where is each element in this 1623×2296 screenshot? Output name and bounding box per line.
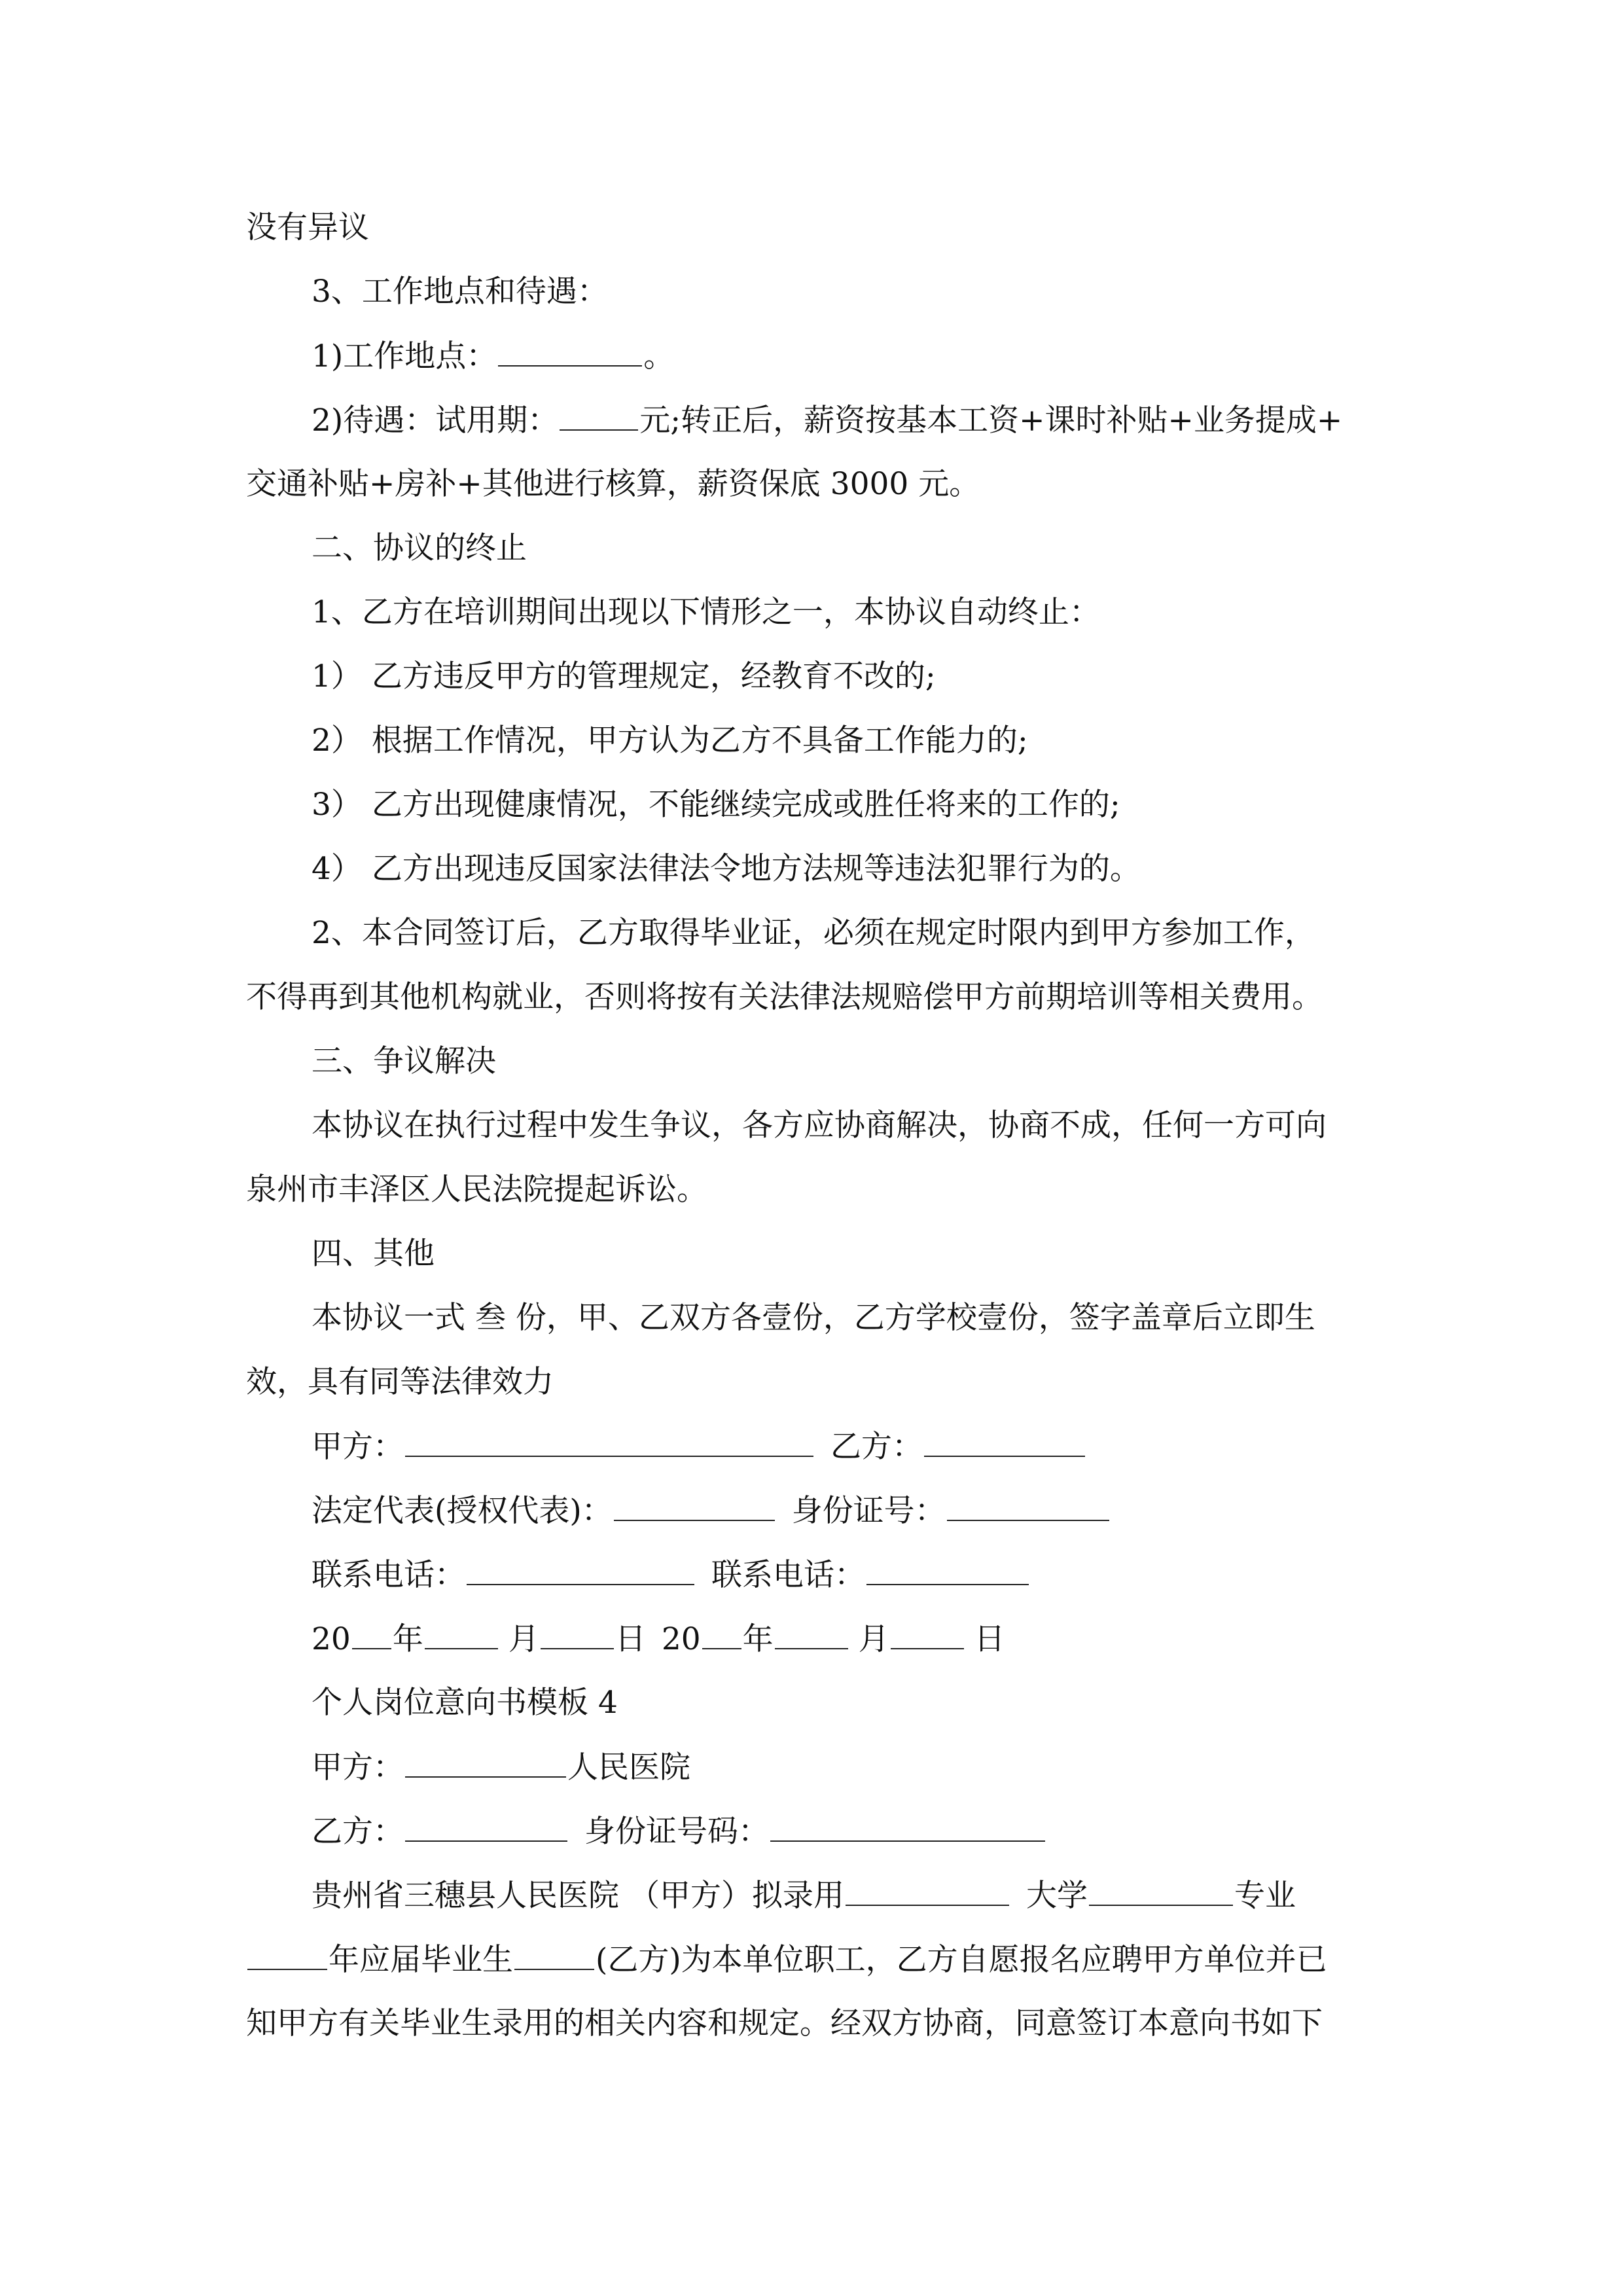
year-label: 年 xyxy=(392,1621,423,1657)
fill-in-blank[interactable] xyxy=(560,401,638,431)
party-b-label: 乙方： xyxy=(312,1814,404,1850)
text-line: 没有异议 xyxy=(246,209,369,245)
text-line: 2、本合同签订后，乙方取得毕业证，必须在规定时限内到甲方参加工作， xyxy=(312,915,1315,951)
graduate-line xyxy=(246,1940,1327,1979)
text: 贵州省三穗县人民医院 （甲方）拟录用 xyxy=(312,1878,844,1914)
section-heading: 二、协议的终止 xyxy=(312,530,527,566)
month-label: 月 xyxy=(508,1621,539,1657)
text-line: 效，具有同等法律效力 xyxy=(246,1364,554,1400)
name-blank[interactable] xyxy=(846,1876,1009,1906)
party-a-blank[interactable] xyxy=(405,1748,566,1778)
text: (乙方)为本单位职工，乙方自愿报名应聘甲方单位并已 xyxy=(596,1942,1327,1978)
label: 。 xyxy=(643,338,675,374)
text-line: 知甲方有关毕业生录用的相关内容和规定。经双方协商，同意签订本意向书如下 xyxy=(246,2005,1323,2041)
text-line: 不得再到其他机构就业，否则将按有关法律法规赔偿甲方前期培训等相关费用。 xyxy=(246,979,1323,1015)
phone-label: 联系电话： xyxy=(312,1557,465,1593)
text-line: 泉州市丰泽区人民法院提起诉讼。 xyxy=(246,1172,707,1208)
year-label: 年 xyxy=(742,1621,774,1657)
month-label: 月 xyxy=(858,1621,889,1657)
id-number-blank[interactable] xyxy=(770,1812,1045,1842)
legal-rep-blank[interactable] xyxy=(614,1491,775,1521)
party-a-label: 甲方： xyxy=(312,1749,404,1785)
work-location-line xyxy=(312,336,674,376)
university-blank[interactable] xyxy=(1089,1876,1233,1906)
major-label: 专业 xyxy=(1234,1878,1296,1914)
fill-in-blank[interactable] xyxy=(498,336,642,367)
name-blank[interactable] xyxy=(514,1940,594,1970)
hire-intent-line xyxy=(312,1876,1296,1915)
text: 年应届毕业生 xyxy=(329,1942,513,1978)
year-blank[interactable] xyxy=(702,1619,741,1649)
party-b-blank[interactable] xyxy=(405,1812,567,1842)
signature-party-line xyxy=(312,1427,1086,1466)
text-line: 交通补贴+房补+其他进行核算，薪资保底 3000 元。 xyxy=(246,466,980,502)
phone-blank[interactable] xyxy=(467,1555,694,1585)
list-item: 3） 乙方出现健康情况，不能继续完成或胜任将来的工作的; xyxy=(312,787,1120,823)
party-b-blank[interactable] xyxy=(924,1427,1085,1457)
list-item: 4） 乙方出现违反国家法律法令地方法规等违法犯罪行为的。 xyxy=(312,851,1141,887)
legal-rep-label: 法定代表(授权代表)： xyxy=(312,1493,613,1529)
party-a-line xyxy=(312,1748,690,1787)
year-blank[interactable] xyxy=(352,1619,391,1649)
month-blank[interactable] xyxy=(425,1619,498,1649)
party-a-label: 甲方： xyxy=(312,1429,404,1465)
year-prefix: 20 xyxy=(661,1621,701,1657)
section-heading: 3、工作地点和待遇： xyxy=(312,274,608,310)
salary-line xyxy=(312,401,1342,440)
party-b-label: 乙方： xyxy=(830,1429,923,1465)
label: 2)待遇：试用期： xyxy=(312,403,559,439)
day-blank[interactable] xyxy=(541,1619,614,1649)
id-number-label: 身份证号码： xyxy=(584,1814,769,1850)
list-item: 2） 根据工作情况，甲方认为乙方不具备工作能力的; xyxy=(312,723,1028,759)
phone-line xyxy=(312,1555,1030,1594)
year-blank[interactable] xyxy=(247,1940,327,1970)
phone-blank[interactable] xyxy=(866,1555,1029,1585)
label: 元;转正后，薪资按基本工资+课时补贴+业务提成+ xyxy=(639,403,1343,439)
text-line: 本协议在执行过程中发生争议，各方应协商解决，协商不成，任何一方可向 xyxy=(312,1107,1327,1143)
id-number-label: 身份证号： xyxy=(791,1493,946,1529)
party-b-line xyxy=(312,1812,1046,1851)
university-label: 大学 xyxy=(1026,1878,1088,1914)
text-line: 本协议一式 叁 份，甲、乙双方各壹份，乙方学校壹份，签字盖章后立即生 xyxy=(312,1300,1315,1336)
month-blank[interactable] xyxy=(775,1619,848,1649)
legal-rep-line xyxy=(312,1491,1111,1530)
day-label: 日 xyxy=(615,1621,646,1657)
year-prefix: 20 xyxy=(312,1621,351,1657)
list-item: 1） 乙方违反甲方的管理规定，经教育不改的; xyxy=(312,658,936,694)
day-blank[interactable] xyxy=(891,1619,964,1649)
template-title: 个人岗位意向书模板 4 xyxy=(312,1685,618,1721)
text-line: 1、乙方在培训期间出现以下情形之一，本协议自动终止： xyxy=(312,594,1100,630)
day-label: 日 xyxy=(974,1621,1005,1657)
section-heading: 四、其他 xyxy=(312,1236,435,1272)
label: 1)工作地点： xyxy=(312,338,497,374)
date-line xyxy=(312,1619,1005,1659)
hospital-label: 人民医院 xyxy=(567,1749,690,1785)
party-a-blank[interactable] xyxy=(405,1427,813,1457)
id-number-blank[interactable] xyxy=(947,1491,1109,1521)
phone-label: 联系电话： xyxy=(711,1557,865,1593)
section-heading: 三、争议解决 xyxy=(312,1043,496,1079)
